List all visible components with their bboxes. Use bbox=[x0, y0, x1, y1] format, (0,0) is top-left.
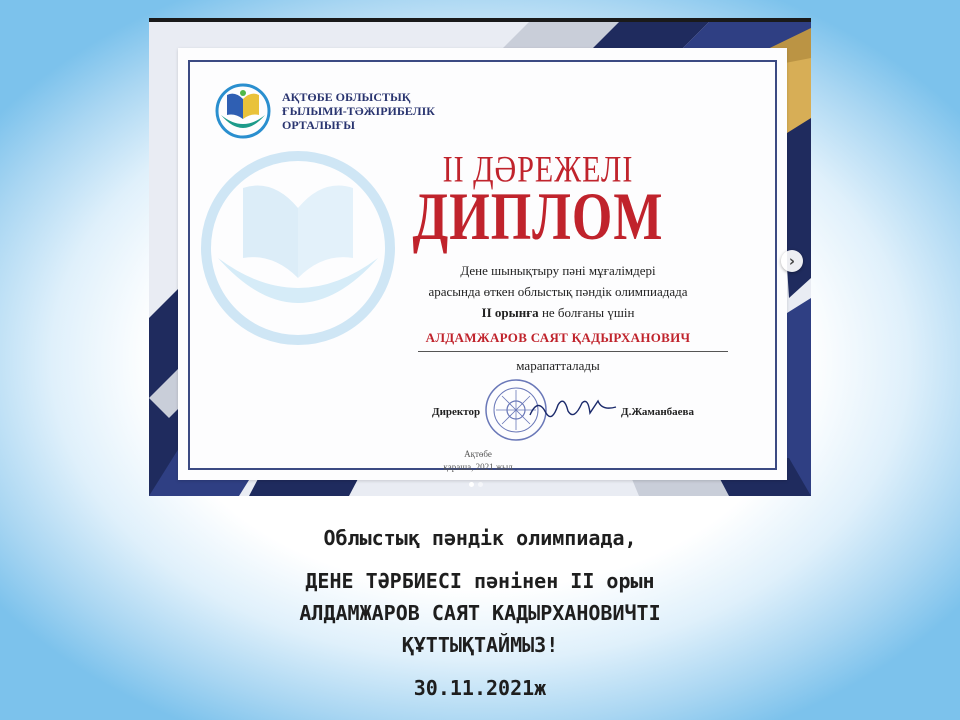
signature bbox=[528, 393, 618, 423]
place-rest: не болғаны үшін bbox=[538, 305, 635, 320]
diploma-text-line3 bbox=[378, 305, 738, 321]
book-wave-emblem-icon bbox=[215, 83, 271, 139]
watermark-emblem-icon bbox=[198, 148, 398, 348]
diploma-text-line1: Дене шынықтыру пәні мұғалімдері bbox=[460, 263, 656, 278]
post-image[interactable] bbox=[149, 18, 811, 496]
director-label: Директор bbox=[432, 406, 481, 418]
caption-line3: АЛДАМЖАРОВ САЯТ КАДЫРХАНОВИЧТІ bbox=[299, 601, 661, 625]
director-name: Д.Жаманбаева bbox=[621, 406, 694, 418]
organization-name: АҚТӨБЕ ОБЛЫСТЫҚ ҒЫЛЫМИ-ТӘЖІРИБЕЛІК ОРТАЛЫҒЫ bbox=[282, 90, 435, 132]
caption-line1: Облыстық пәндік олимпиада, bbox=[323, 526, 637, 550]
caption-line4: ҚҰТТЫҚТАЙМЫЗ! bbox=[401, 633, 559, 657]
diploma bbox=[178, 48, 787, 480]
diploma-city: Ақтөбе bbox=[464, 449, 492, 459]
caption-date: 30.11.2021ж bbox=[413, 676, 547, 700]
caption-line2: ДЕНЕ ТӘРБИЕСІ пәнінен II орын bbox=[305, 569, 655, 593]
carousel-dot[interactable] bbox=[469, 482, 474, 487]
diploma-title: ДИПЛОМ bbox=[412, 180, 664, 255]
chevron-right-icon[interactable]: › bbox=[781, 250, 803, 272]
awarded-text: марапатталады bbox=[516, 358, 600, 373]
diploma-date: қараша, 2021 жыл bbox=[443, 462, 513, 472]
carousel-dots bbox=[469, 482, 483, 487]
diploma-text-line2: арасында өткен облыстық пәндік олимпиадада bbox=[428, 284, 688, 299]
diploma-degree: II ДӘРЕЖЕЛІ bbox=[442, 148, 634, 190]
recipient-underline bbox=[418, 351, 728, 352]
place-label: II орынға bbox=[481, 305, 539, 320]
recipient-name: АЛДАМЖАРОВ САЯТ ҚАДЫРХАНОВИЧ bbox=[425, 330, 691, 345]
carousel-dot[interactable] bbox=[478, 482, 483, 487]
